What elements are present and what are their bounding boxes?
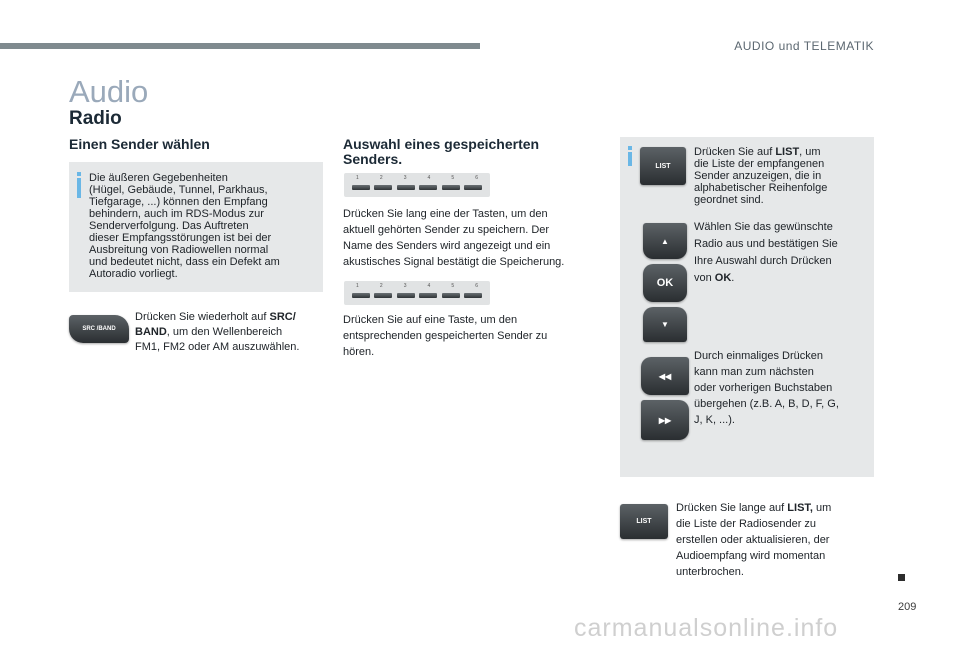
- preset-keys-panel-1: 1 2 3 4 5 6: [344, 173, 490, 197]
- rewind-button[interactable]: [641, 357, 689, 395]
- forward-button[interactable]: [641, 400, 689, 440]
- info-icon: [628, 152, 632, 166]
- preset-keys-panel-2: 1 2 3 4 5 6: [344, 281, 490, 305]
- preset-key-5[interactable]: [442, 293, 460, 298]
- down-arrow-icon: ▼: [661, 320, 669, 329]
- preset-key-2[interactable]: [374, 293, 392, 298]
- watermark: carmanualsonline.info: [574, 614, 839, 642]
- up-arrow-button[interactable]: [643, 223, 687, 259]
- list-button[interactable]: LIST: [640, 147, 686, 185]
- list-text: Drücken Sie auf LIST, um die Liste der empfangenen Sender anzuzeigen, die in alphabetischer Reihenfolge geordnet sind.: [694, 146, 828, 206]
- list-long-press-text: Drücken Sie lange auf LIST, um die Liste der Radiosender zu erstellen oder aktualisieren, der Audioempfang wird momentan unterbrochen.: [676, 502, 832, 578]
- src-band-button[interactable]: SRC /BAND: [69, 315, 129, 343]
- info-text: Die äußeren Gegebenheiten (Hügel, Gebäude, Tunnel, Parkhaus, Tiefgarage, ...) können den Empfang behindern, auch im RDS-Modus zur Senderverfolgung. Das Auftreten dieser Empfangsstörungen ist bei der Ausbreitung von Radiowellen normal und bedeutet nicht, dass ein Defekt am Autoradio vorliegt.: [89, 172, 280, 280]
- preset-key-6[interactable]: [464, 293, 482, 298]
- preset-key-4[interactable]: [419, 185, 437, 190]
- preset-key-6[interactable]: [464, 185, 482, 190]
- save-preset-text: Drücken Sie lang eine der Tasten, um den aktuell gehörten Sender zu speichern. Der Name des Senders wird angezeigt und ein akustisches Signal bestätigt die Speicherung.: [343, 208, 565, 268]
- list-long-press-button[interactable]: LIST: [620, 504, 668, 539]
- section-title: AUDIO und TELEMATIK: [734, 39, 874, 53]
- preset-key-1[interactable]: [352, 293, 370, 298]
- preset-key-5[interactable]: [442, 185, 460, 190]
- info-icon: [77, 178, 81, 198]
- info-box-reception: [69, 162, 323, 292]
- heading-sender-waehlen: Einen Sender wählen: [69, 136, 210, 152]
- down-arrow-button[interactable]: [643, 307, 687, 342]
- preset-key-3[interactable]: [397, 185, 415, 190]
- heading-gespeicherter-sender: Auswahl eines gespeicherten Senders.: [343, 136, 540, 167]
- header-bar: [0, 43, 480, 49]
- preset-key-4[interactable]: [419, 293, 437, 298]
- src-band-text: Drücken Sie wiederholt auf SRC/ BAND, um den Wellenbereich FM1, FM2 oder AM auszuwählen.: [135, 311, 300, 353]
- select-ok-text: Wählen Sie das gewünschte Radio aus und bestätigen Sie Ihre Auswahl durch Drücken von OK.: [694, 221, 838, 284]
- ok-button[interactable]: OK: [643, 264, 687, 302]
- rewind-icon: ◀◀: [658, 371, 672, 381]
- recall-preset-text: Drücken Sie auf eine Taste, um den entsprechenden gespeicherten Sender zu hören.: [343, 314, 548, 358]
- skip-letter-text: Durch einmaliges Drücken kann man zum nächsten oder vorherigen Buchstaben übergehen (z.B. A, B, D, F, G, J, K, ...).: [694, 350, 839, 426]
- page-subtitle: Radio: [69, 108, 122, 129]
- continue-marker: [898, 574, 905, 581]
- preset-key-3[interactable]: [397, 293, 415, 298]
- up-arrow-icon: ▲: [661, 236, 669, 246]
- fast-forward-icon: ▶▶: [658, 415, 672, 425]
- page-number: 209: [898, 601, 917, 613]
- page-title: Audio: [69, 74, 149, 109]
- preset-key-1[interactable]: [352, 185, 370, 190]
- preset-key-2[interactable]: [374, 185, 392, 190]
